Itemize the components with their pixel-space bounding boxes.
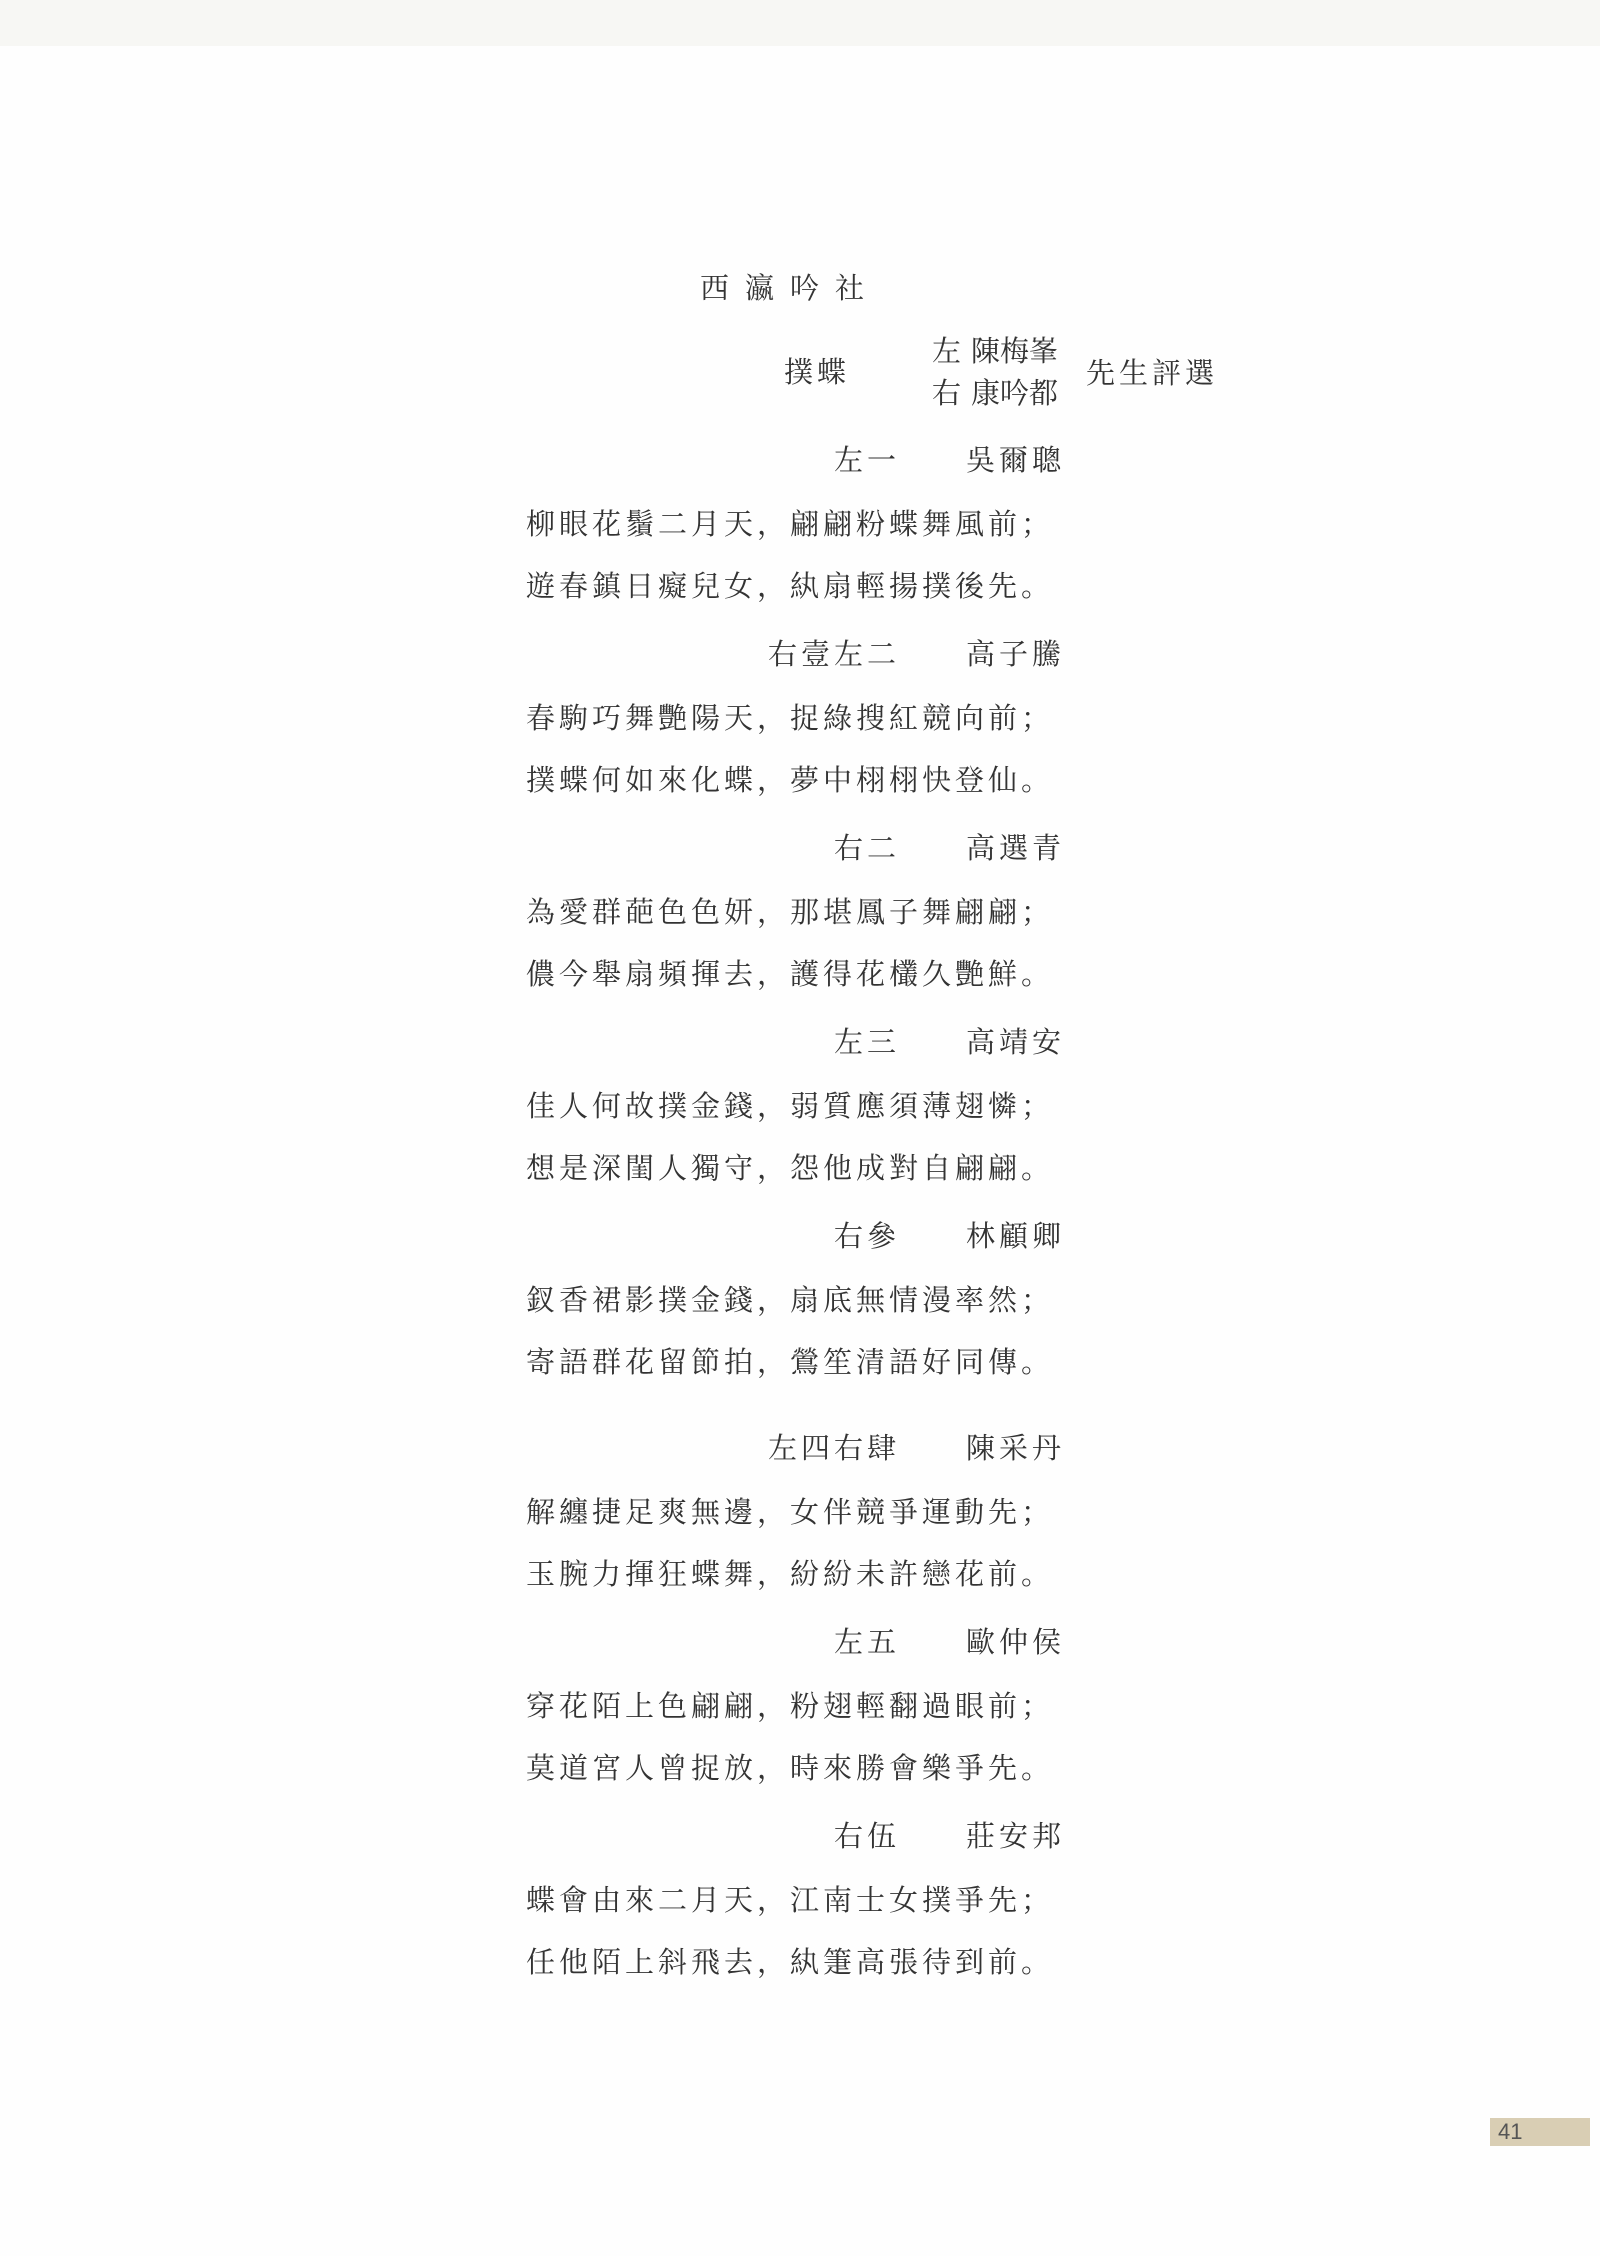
entry-rank: 右二 <box>833 831 900 865</box>
judge-left-name: 陳梅峯 <box>971 334 1059 368</box>
entry-rank: 左四右肆 <box>767 1431 900 1465</box>
entry-line-2: 莫道宮人曾捉放，時來勝會樂爭先。 <box>526 1751 1055 1785</box>
poem-entry <box>0 1214 1600 1408</box>
entry-poet: 吳爾聰 <box>966 443 1066 477</box>
poem-entry <box>0 826 1600 1020</box>
entry-line-1: 穿花陌上色翩翩，粉翅輕翻過眼前； <box>526 1689 1055 1723</box>
poem-entry <box>0 438 1600 632</box>
judge-right-side: 右 <box>932 376 972 410</box>
entry-line-1: 蝶會由來二月天，江南士女撲爭先； <box>526 1883 1055 1917</box>
poem-entry <box>0 1020 1600 1214</box>
scan-top-band <box>0 0 1600 46</box>
entry-poet: 高靖安 <box>966 1025 1066 1059</box>
entry-line-2: 遊春鎮日癡兒女，紈扇輕揚撲後先。 <box>526 569 1055 603</box>
entry-poet: 林顧卿 <box>966 1219 1066 1253</box>
entry-line-1: 春駒巧舞艷陽天，捉綠搜紅競向前； <box>526 701 1055 735</box>
entry-rank: 右壹左二 <box>767 637 900 671</box>
entry-line-1: 柳眼花鬚二月天，翩翩粉蝶舞風前； <box>526 507 1055 541</box>
judge-left-side: 左 <box>932 334 972 368</box>
entry-line-2: 任他陌上斜飛去，紈箑高張待到前。 <box>526 1945 1055 1979</box>
page-number: 41 <box>1490 2118 1590 2146</box>
entry-poet: 陳采丹 <box>966 1431 1066 1465</box>
judge-right-name: 康吟都 <box>971 376 1059 410</box>
poem-entry <box>0 1426 1600 1620</box>
entry-line-2: 撲蝶何如來化蝶，夢中栩栩快登仙。 <box>526 763 1055 797</box>
entry-poet: 高子騰 <box>966 637 1066 671</box>
poem-entry <box>0 632 1600 826</box>
poem-title: 撲蝶 <box>784 355 851 389</box>
entry-line-1: 為愛群葩色色妍，那堪鳳子舞翩翩； <box>526 895 1055 929</box>
poem-entry <box>0 1814 1600 2008</box>
entry-poet: 莊安邦 <box>966 1819 1066 1853</box>
judge-right <box>932 372 1058 414</box>
entry-line-1: 解纏捷足爽無邊，女伴競爭運動先； <box>526 1495 1055 1529</box>
entry-line-2: 想是深閨人獨守，怨他成對自翩翩。 <box>526 1151 1055 1185</box>
entry-line-2: 玉腕力揮狂蝶舞，紛紛未許戀花前。 <box>526 1557 1055 1591</box>
entry-rank: 左五 <box>833 1625 900 1659</box>
poem-entries <box>0 438 1600 2008</box>
society-name: 西瀛吟社 <box>700 271 881 305</box>
entry-poet: 歐仲侯 <box>966 1625 1066 1659</box>
entry-line-2: 儂今舉扇頻揮去，護得花欉久艷鮮。 <box>526 957 1055 991</box>
entry-poet: 高選青 <box>966 831 1066 865</box>
judges-block <box>932 330 1058 414</box>
judges-suffix: 先生評選 <box>1086 356 1219 390</box>
entry-line-1: 佳人何故撲金錢，弱質應須薄翅憐； <box>526 1089 1055 1123</box>
entry-line-2: 寄語群花留節拍，鶯笙清語好同傳。 <box>526 1345 1055 1379</box>
entry-rank: 右伍 <box>833 1819 900 1853</box>
entry-line-1: 釵香裙影撲金錢，扇底無情漫率然； <box>526 1283 1055 1317</box>
poem-entry <box>0 1620 1600 1814</box>
entry-rank: 左三 <box>833 1025 900 1059</box>
judge-left <box>932 330 1058 372</box>
entry-rank: 左一 <box>833 443 900 477</box>
entry-rank: 右參 <box>833 1219 900 1253</box>
